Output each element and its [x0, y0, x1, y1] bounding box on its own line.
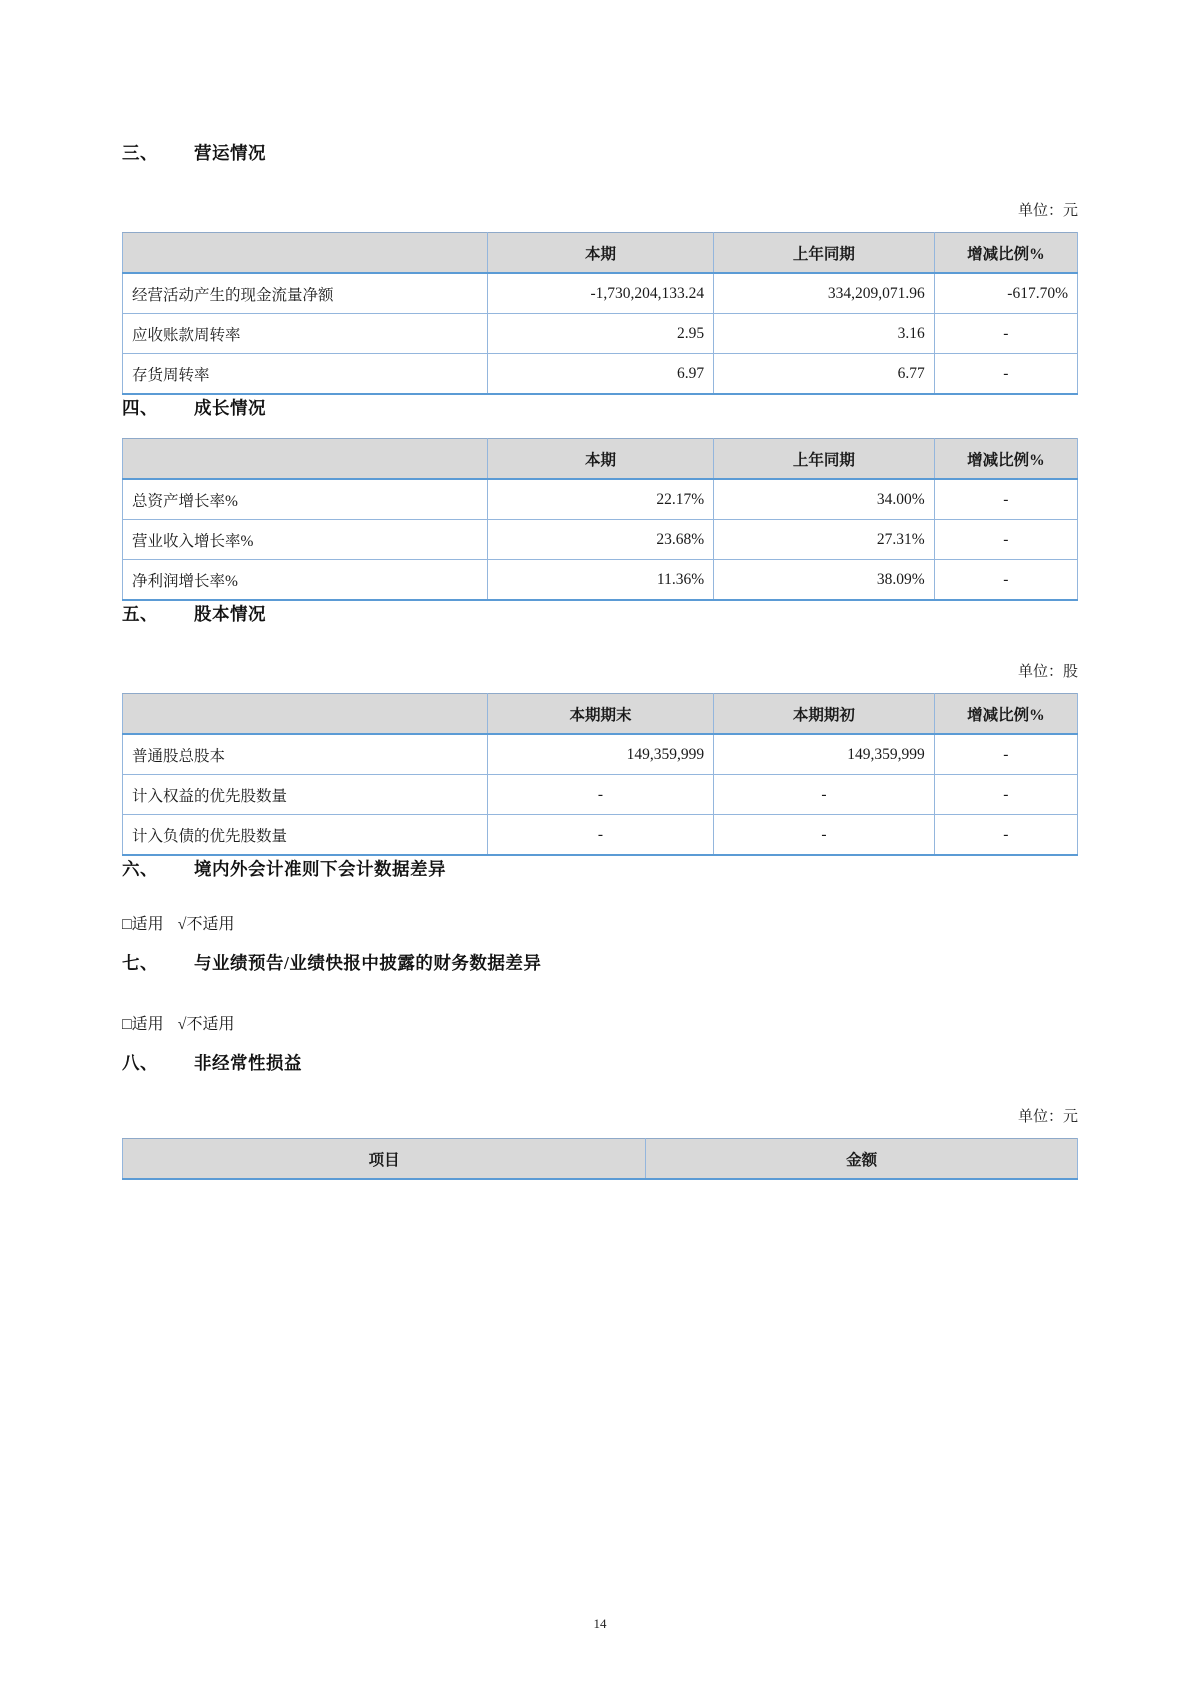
- cell-value: -: [934, 520, 1077, 560]
- column-header: [123, 439, 488, 480]
- table-row: [123, 775, 1078, 815]
- row-label: 营业收入增长率%: [123, 520, 488, 560]
- column-header: 上年同期: [714, 439, 935, 480]
- cell-value: 38.09%: [714, 560, 935, 601]
- row-label: 普通股总股本: [123, 734, 488, 775]
- section-number: 六、: [122, 859, 158, 879]
- row-label: 计入负债的优先股数量: [123, 815, 488, 856]
- section-title: 与业绩预告/业绩快报中披露的财务数据差异: [194, 953, 542, 973]
- applicable-option: □适用: [122, 916, 164, 933]
- row-label: 计入权益的优先股数量: [123, 775, 488, 815]
- cell-value: -: [934, 560, 1077, 601]
- cell-value: 6.97: [487, 354, 713, 395]
- data-table: [122, 438, 1078, 601]
- table-header-row: [123, 233, 1078, 274]
- column-header: 本期期末: [487, 694, 713, 735]
- growth-table: [122, 438, 1078, 601]
- applicable-option: □适用: [122, 1016, 164, 1033]
- cell-value: -: [934, 354, 1077, 395]
- share-capital-table: [122, 693, 1078, 856]
- row-label: 应收账款周转率: [123, 314, 488, 354]
- section-title: 营运情况: [194, 143, 266, 163]
- section-title: 股本情况: [194, 604, 266, 624]
- section-number: 八、: [122, 1053, 158, 1073]
- column-header: 金额: [646, 1139, 1078, 1180]
- section-number: 五、: [122, 604, 158, 624]
- column-header: [123, 233, 488, 274]
- cell-value: 22.17%: [487, 479, 713, 520]
- table-row: [123, 734, 1078, 775]
- table-header-row: [123, 439, 1078, 480]
- data-table: [122, 232, 1078, 395]
- section-heading-share-capital: [122, 601, 1078, 626]
- section-heading-accounting-differences: [122, 856, 1078, 881]
- applicability-line: [122, 911, 1078, 934]
- table-row: [123, 354, 1078, 395]
- cell-value: -: [934, 479, 1077, 520]
- cell-value: 11.36%: [487, 560, 713, 601]
- section-title: 境内外会计准则下会计数据差异: [194, 859, 446, 879]
- column-header: 增减比例%: [934, 439, 1077, 480]
- cell-value: -: [934, 775, 1077, 815]
- column-header: 项目: [123, 1139, 646, 1180]
- cell-value: -: [487, 775, 713, 815]
- table-header-row: [123, 694, 1078, 735]
- cell-value: 3.16: [714, 314, 935, 354]
- row-label: 存货周转率: [123, 354, 488, 395]
- cell-value: 149,359,999: [714, 734, 935, 775]
- column-header: 上年同期: [714, 233, 935, 274]
- column-header: [123, 694, 488, 735]
- section-number: 三、: [122, 143, 158, 163]
- cell-value: 6.77: [714, 354, 935, 395]
- data-table: [122, 693, 1078, 856]
- cell-value: -: [934, 314, 1077, 354]
- column-header: 本期: [487, 233, 713, 274]
- section-heading-non-recurring: [122, 1050, 1078, 1075]
- unit-label: 单位：股: [1017, 664, 1078, 680]
- table-row: [123, 560, 1078, 601]
- table-row: [123, 520, 1078, 560]
- not-applicable-option: √不适用: [177, 1016, 235, 1033]
- column-header: 增减比例%: [934, 233, 1077, 274]
- table-row: [123, 314, 1078, 354]
- page-number: 14: [593, 1616, 607, 1631]
- section-number: 七、: [122, 953, 158, 973]
- row-label: 总资产增长率%: [123, 479, 488, 520]
- cell-value: 27.31%: [714, 520, 935, 560]
- data-table: [122, 1138, 1078, 1180]
- table-header-row: [123, 1139, 1078, 1180]
- operations-table: [122, 232, 1078, 395]
- column-header: 增减比例%: [934, 694, 1077, 735]
- cell-value: 149,359,999: [487, 734, 713, 775]
- section-number: 四、: [122, 398, 158, 418]
- cell-value: -617.70%: [934, 273, 1077, 314]
- applicability-line: [122, 1011, 1078, 1034]
- cell-value: 34.00%: [714, 479, 935, 520]
- unit-label: 单位：元: [1017, 1109, 1078, 1125]
- section-heading-operations: [122, 140, 1078, 165]
- table-row: [123, 479, 1078, 520]
- unit-label: 单位：元: [1017, 203, 1078, 219]
- table-row: [123, 273, 1078, 314]
- cell-value: -: [714, 815, 935, 856]
- section-heading-growth: [122, 395, 1078, 420]
- row-label: 经营活动产生的现金流量净额: [123, 273, 488, 314]
- column-header: 本期: [487, 439, 713, 480]
- cell-value: 334,209,071.96: [714, 273, 935, 314]
- cell-value: -: [714, 775, 935, 815]
- section-title: 成长情况: [194, 398, 266, 418]
- section-heading-forecast-differences: [122, 950, 1078, 975]
- table-row: [123, 815, 1078, 856]
- column-header: 本期期初: [714, 694, 935, 735]
- cell-value: 2.95: [487, 314, 713, 354]
- cell-value: -: [487, 815, 713, 856]
- row-label: 净利润增长率%: [123, 560, 488, 601]
- cell-value: 23.68%: [487, 520, 713, 560]
- cell-value: -1,730,204,133.24: [487, 273, 713, 314]
- non-recurring-table: [122, 1138, 1078, 1180]
- cell-value: -: [934, 734, 1077, 775]
- section-title: 非经常性损益: [194, 1053, 302, 1073]
- not-applicable-option: √不适用: [177, 916, 235, 933]
- cell-value: -: [934, 815, 1077, 856]
